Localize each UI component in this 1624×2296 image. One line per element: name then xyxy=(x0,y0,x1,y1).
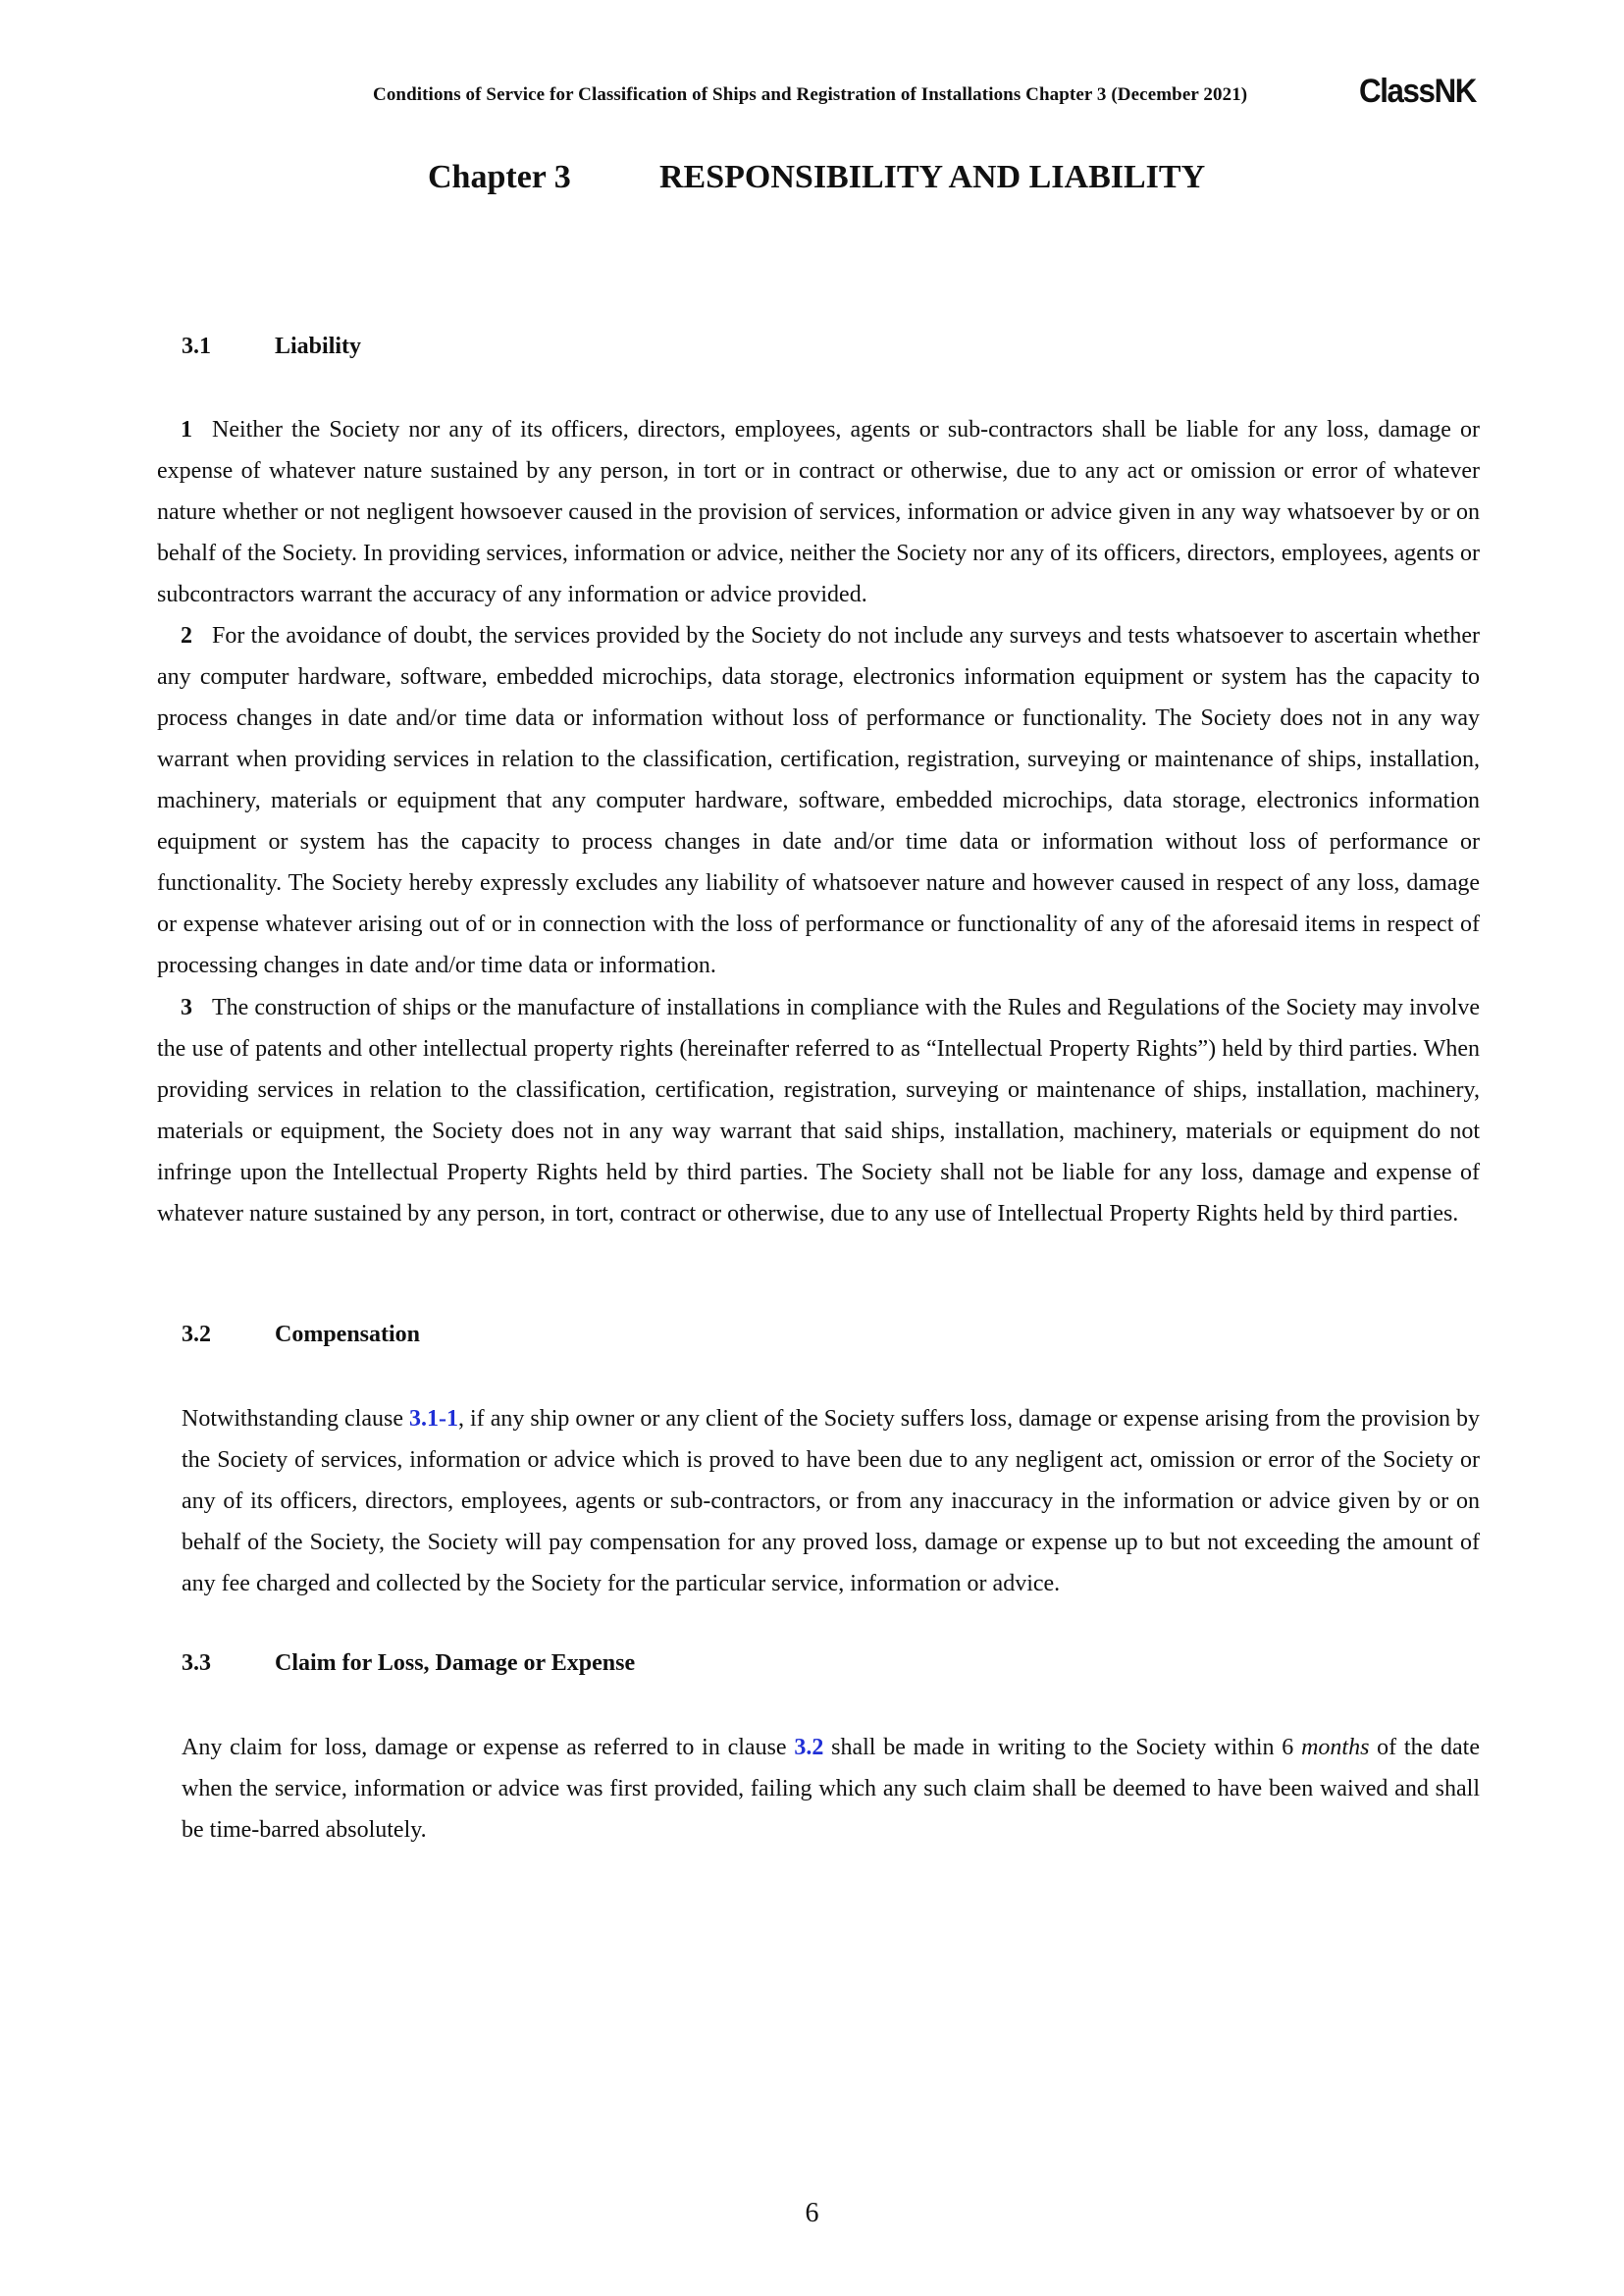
paragraph-3-2 xyxy=(182,1398,1480,1604)
paragraph-text: Notwithstanding clause xyxy=(182,1406,409,1432)
section-number: 3.1 xyxy=(182,334,211,359)
section-title: Claim for Loss, Damage or Expense xyxy=(275,1650,636,1676)
section-title: Liability xyxy=(275,334,362,359)
section-heading-3-1 xyxy=(182,334,361,360)
section-number: 3.2 xyxy=(182,1322,211,1347)
paragraph-3-3 xyxy=(182,1727,1480,1851)
paragraph-number: 2 xyxy=(181,623,192,649)
section-heading-3-2 xyxy=(182,1322,420,1348)
section-title: Compensation xyxy=(275,1322,421,1347)
classnk-logo: ClassNK xyxy=(1359,73,1476,110)
paragraph-3-1-2 xyxy=(157,615,1480,986)
paragraph-number: 3 xyxy=(181,995,192,1020)
section-number: 3.3 xyxy=(182,1650,211,1676)
chapter-number: Chapter 3 xyxy=(428,159,571,195)
running-header: Conditions of Service for Classification of Ships and Registration of Installations Chapter 3 (December 2021) xyxy=(373,84,1248,105)
paragraph-3-1-3 xyxy=(157,987,1480,1234)
paragraph-text: shall be made in writing to the Society within 6 xyxy=(823,1735,1302,1760)
paragraph-text: Any claim for loss, damage or expense as referred to in clause xyxy=(182,1735,795,1760)
section-heading-3-3 xyxy=(182,1650,635,1677)
paragraph-3-1-1 xyxy=(157,409,1480,615)
paragraph-text: For the avoidance of doubt, the services provided by the Society do not include any surveys and tests whatsoever to ascertain whether any computer hardware, software, embedded microchips, data storage, electronics information equipment or system has the capacity to process changes in date and/or time data or information without loss of performance or functionality. The Society does not in any way warrant when providing services in relation to the classification, certification, registration, surveying or maintenance of ships, installation, machinery, materials or equipment that any computer hardware, software, embedded microchips, data storage, electronics information equipment or system has the capacity to process changes in date and/or time data or information without loss of performance or functionality. The Society hereby expressly excludes any liability of whatsoever nature and however caused in respect of any loss, damage or expense whatever arising out of or in connection with the loss of performance or functionality of any of the aforesaid items in respect of processing changes in date and/or time data or information. xyxy=(157,623,1480,978)
chapter-heading xyxy=(428,159,1205,196)
paragraph-text: The construction of ships or the manufacture of installations in compliance with the Rules and Regulations of the Society may involve the use of patents and other intellectual property rights (hereinafter referred to as “Intellectual Property Rights”) held by third parties. When providing services in relation to the classification, certification, registration, surveying or maintenance of ships, installation, machinery, materials or equipment, the Society does not in any way warrant that said ships, installation, machinery, materials or equipment do not infringe upon the Intellectual Property Rights held by third parties. The Society shall not be liable for any loss, damage and expense of whatever nature sustained by any person, in tort, contract or otherwise, due to any use of Intellectual Property Rights held by third parties. xyxy=(157,995,1480,1226)
paragraph-number: 1 xyxy=(181,417,192,443)
emphasis-months: months xyxy=(1301,1735,1370,1760)
paragraph-text: of the date when the service, information or advice was first provided, failing which any such claim shall be deemed to have been waived and shall be time-barred absolutely. xyxy=(182,1735,1480,1843)
clause-link-3-2[interactable]: 3.2 xyxy=(794,1735,824,1760)
page-number: 6 xyxy=(805,2198,819,2228)
chapter-title: RESPONSIBILITY AND LIABILITY xyxy=(659,159,1206,195)
paragraph-text: Neither the Society nor any of its officers, directors, employees, agents or sub-contractors shall be liable for any loss, damage or expense of whatever nature sustained by any person, in tort or in contract or otherwise, due to any act or omission or error of whatever nature whether or not negligent howsoever caused in the provision of services, information or advice given in any way whatsoever by or on behalf of the Society. In providing services, information or advice, neither the Society nor any of its officers, directors, employees, agents or subcontractors warrant the accuracy of any information or advice provided. xyxy=(157,417,1480,607)
clause-link-3-1-1[interactable]: 3.1-1 xyxy=(409,1406,458,1432)
paragraph-text: , if any ship owner or any client of the Society suffers loss, damage or expense arising from the provision by the Society of services, information or advice which is proved to have been due to any negligent act, omission or error of the Society or any of its officers, directors, employees, agents or sub-contractors, or from any inaccuracy in the information or advice given by or on behalf of the Society, the Society will pay compensation for any proved loss, damage or expense up to but not exceeding the amount of any fee charged and collected by the Society for the particular service, information or advice. xyxy=(182,1406,1480,1596)
